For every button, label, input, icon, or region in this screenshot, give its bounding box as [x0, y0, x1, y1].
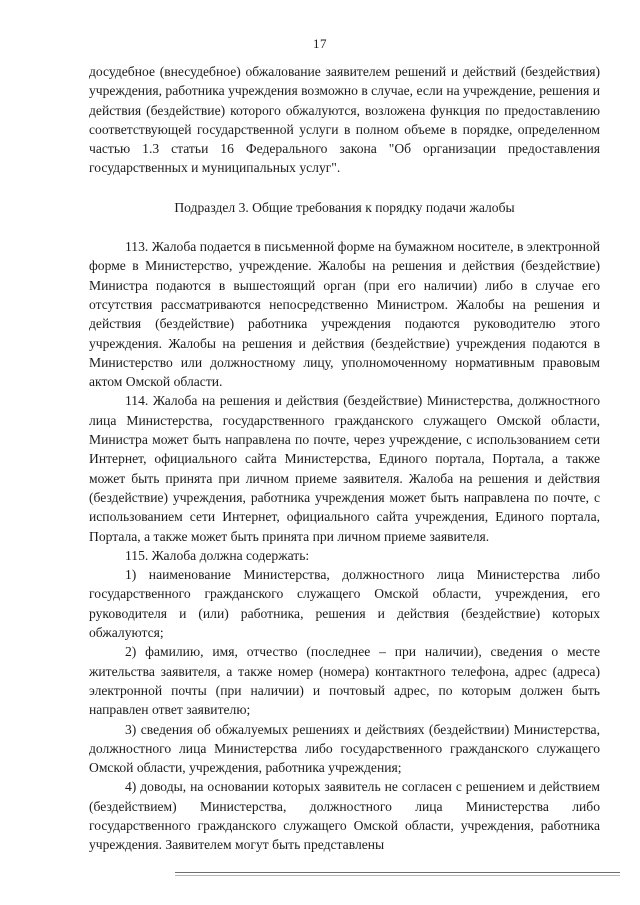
list-item-2: 2) фамилию, имя, отчество (последнее – при наличии), сведения о месте жительства заявителя, а также номер (номера) контактного телефона, адрес (адреса) электронной почты (при наличии) и почтовый адрес, по которым должен быть направлен ответ заявителю;	[89, 644, 600, 718]
paragraph-113: 113. Жалоба подается в письменной форме на бумажном носителе, в электронной форме в Министерство, учреждение. Жалобы на решения и действия (бездействие) Министра подаются в вышестоящий орган (при его наличии) либо в случае его отсутствия рассматриваются непосредственно Министром. Жалобы на решения и действия (бездействие) работника учреждения подаются руководителю этого учреждения. Жалобы на решения и действия (бездействие) учреждения подаются в Министерство или должностному лицу, уполномоченному нормативным правовым актом Омской области.	[89, 239, 600, 390]
footer-divider	[175, 872, 620, 873]
paragraph-115: 115. Жалоба должна содержать:	[125, 547, 310, 563]
page-number: 17	[313, 36, 327, 51]
paragraph-114: 114. Жалоба на решения и действия (бездействие) Министерства, должностного лица Министерства, государственного гражданского служащего Омской области, Министра может быть направлена по почте, через учреждение, с использованием сети Интернет, официального сайта Министерства, Единого портала, Портала, а также может быть принята при личном приеме заявителя. Жалоба на решения и действия (бездействие) учреждения, работника учреждения может быть направлена по почте, с использованием сети Интернет, официального сайта учреждения, Единого портала, Портала, а также может быть принята при личном приеме заявителя.	[89, 393, 600, 544]
list-item-4: 4) доводы, на основании которых заявитель не согласен с решением и действием (бездействием) Министерства, должностного лица Министерства либо государственного гражданского служащего Омской области, учреждения, работника учреждения. Заявителем могут быть представлены	[89, 779, 600, 853]
paragraph-continuation: досудебное (внесудебное) обжалование заявителем решений и действий (бездействия) учреждения, работника учреждения возможно в случае, если на учреждение, решения и действия (бездействие) которого обжалуются, возложена функция по предоставлению соответствующей государственной услуги в полном объеме в порядке, определенном частью 1.3 статьи 16 Федерального закона "Об организации предоставления государственных и муниципальных услуг".	[89, 64, 601, 176]
footer-divider-shadow	[175, 875, 620, 876]
list-item-1: 1) наименование Министерства, должностного лица Министерства либо государственного гражданского служащего Омской области, учреждения, его руководителя и (или) работника, решения и действия (бездействие) которых обжалуются;	[89, 567, 600, 641]
document-body	[89, 62, 600, 855]
list-item-3: 3) сведения об обжалуемых решениях и действиях (бездействии) Министерства, должностного лица Министерства либо государственного гражданского служащего Омской области, учреждения, работника учреждения;	[89, 721, 600, 776]
subsection-heading: Подраздел 3. Общие требования к порядку подачи жалобы	[174, 199, 515, 215]
